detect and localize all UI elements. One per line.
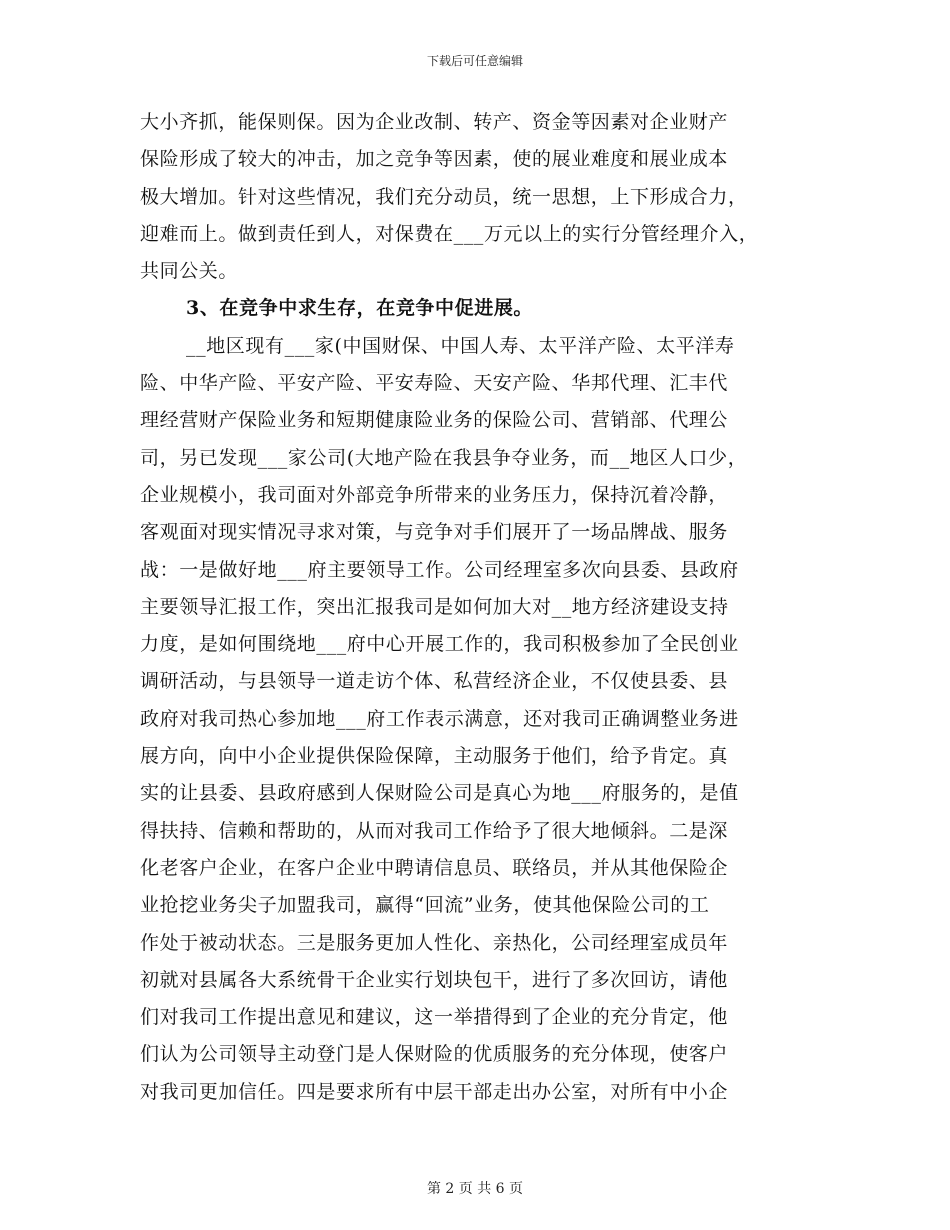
text-line: 力度，是如何围绕地___府中心开展工作的，我司积极参加了全民创业 <box>140 633 739 656</box>
text-line: 作处于被动状态。三是服务更加人性化、亲热化，公司经理室成员年 <box>140 931 729 954</box>
text-line: 共同公关。 <box>140 260 239 283</box>
text-line: 化老客户企业，在客户企业中聘请信息员、联络员，并从其他保险企 <box>140 856 729 879</box>
text-line: 得扶持、信赖和帮助的，从而对我司工作给予了很大地倾斜。二是深 <box>140 819 729 842</box>
text-line: 业抢挖业务尖子加盟我司，赢得“回流”业务，使其他保险公司的工 <box>140 894 710 917</box>
text-line: 实的让县委、县政府感到人保财险公司是真心为地___府服务的，是值 <box>140 782 739 805</box>
text-line: 保险形成了较大的冲击，加之竞争等因素，使的展业难度和展业成本 <box>140 148 729 171</box>
text-line: 展方向，向中小企业提供保险保障，主动服务于他们，给予肯定。真 <box>140 745 729 768</box>
text-line: 理经营财产保险业务和短期健康险业务的保险公司、营销部、代理公 <box>140 409 729 432</box>
text-line: 极大增加。针对这些情况，我们充分动员，统一思想，上下形成合力， <box>140 185 748 208</box>
text-line: 险、中华产险、平安产险、平安寿险、天安产险、华邦代理、汇丰代 <box>140 372 729 395</box>
text-line: 政府对我司热心参加地___府工作表示满意，还对我司正确调整业务进 <box>140 707 739 730</box>
text-line: 战：一是做好地___府主要领导工作。公司经理室多次向县委、县政府 <box>140 558 739 581</box>
page-footer: 第 2 页 共 6 页 <box>426 1181 524 1197</box>
text-line: 对我司更加信任。四是要求所有中层干部走出办公室，对所有中小企 <box>140 1080 729 1103</box>
text-line: __地区现有___家(中国财保、中国人寿、太平洋产险、太平洋寿 <box>186 334 735 357</box>
document-body <box>140 104 820 1111</box>
text-line: 大小齐抓，能保则保。因为企业改制、转产、资金等因素对企业财产 <box>140 111 729 133</box>
text-line: 企业规模小，我司面对外部竞争所带来的业务压力，保持沉着冷静， <box>140 483 729 506</box>
text-line: 客观面对现实情况寻求对策，与竞争对手们展开了一场品牌战、服务 <box>140 521 729 544</box>
text-line: 迎难而上。做到责任到人，对保费在___万元以上的实行分管经理介入， <box>140 222 759 245</box>
text-line: 调研活动，与县领导一道走访个体、私营经济企业，不仅使县委、县 <box>140 670 729 693</box>
page-header: 下载后可任意编辑 <box>426 54 523 68</box>
text-line: 主要领导汇报工作，突出汇报我司是如何加大对__地方经济建设支持 <box>140 595 729 618</box>
text-line: 们认为公司领导主动登门是人保财险的优质服务的充分体现，使客户 <box>140 1043 729 1066</box>
text-line: 司，另已发现___家公司(大地产险在我县争夺业务，而__地区人口少， <box>140 446 748 469</box>
section-heading: 3、在竞争中求生存，在竞争中促进展。 <box>186 297 534 320</box>
text-line: 初就对县属各大系统骨干企业实行划块包干，进行了多次回访，请他 <box>140 968 729 991</box>
text-line: 们对我司工作提出意见和建议，这一举措得到了企业的充分肯定，他 <box>140 1006 729 1029</box>
